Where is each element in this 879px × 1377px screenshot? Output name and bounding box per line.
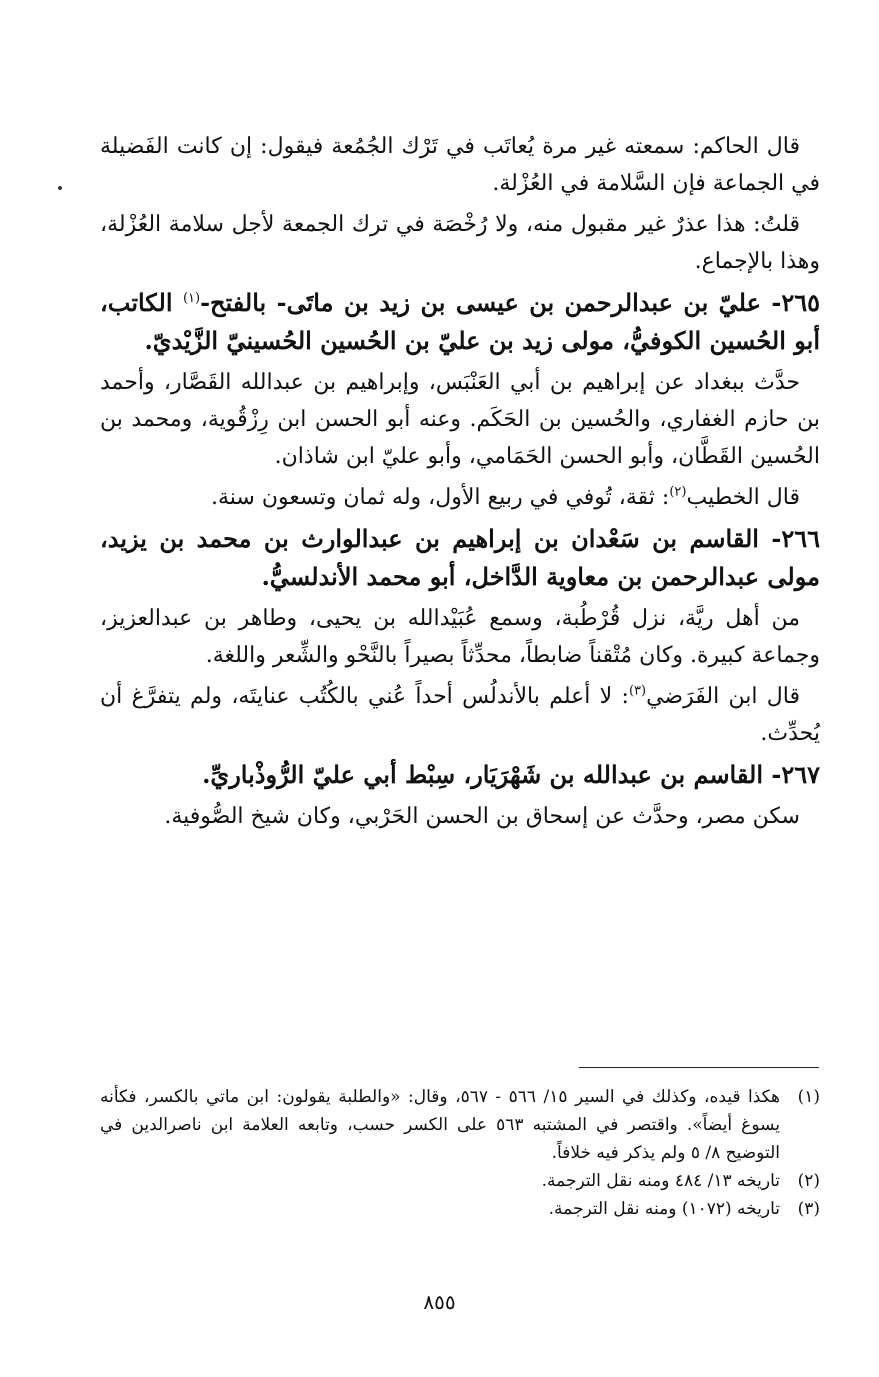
entry-number: ٢٦٦-: [771, 524, 820, 553]
paragraph-biography-266: من أهل ريَّة، نزل قُرْطُبة، وسمع عُبَيْدالله بن يحيى، وطاهر بن عبدالعزيز، وجماعة كبيرة. وكان مُتْقناً ضابطاً، محدِّثاً بصيراً بالنَّحْو والشِّعر واللغة.: [100, 606, 820, 668]
text-part: : لا أعلم بالأندلُس أحداً عُني بالكُتُب عنايتَه، ولم يتفرَّغ أن يُحدِّث.: [100, 684, 820, 746]
text-part: قال ابن الفَرَضي: [646, 684, 801, 709]
footnote-divider: [579, 1067, 819, 1068]
paragraph-faradi-quote: [100, 678, 820, 752]
stray-mark: [58, 186, 62, 190]
text-part: قال الخطيب: [686, 485, 800, 510]
footnote-item: [100, 1083, 820, 1167]
paragraph-hakim-quote: قال الحاكم: سمعته غير مرة يُعاتَب في تَرْك الجُمُعة فيقول: إن كانت الفَضيلة في الجماعة فإن السَّلامة في العُزْلة.: [100, 134, 820, 196]
paragraph-khatib-quote: [100, 479, 820, 516]
entry-name: القاسم بن سَعْدان بن إبراهيم بن عبدالوارث بن محمد بن يزيد، مولى عبدالرحمن بن معاوية الدَّاخل، أبو محمد الأندلسيُّ.: [100, 524, 820, 591]
footnote-item: [100, 1195, 820, 1223]
footnote-ref-3[interactable]: (٣): [628, 683, 647, 699]
text-part: : ثقة، تُوفي في ربيع الأول، وله ثمان وتسعون سنة.: [210, 485, 670, 510]
entry-heading-266: [100, 520, 820, 596]
paragraph-narrators-265: حدَّث ببغداد عن إبراهيم بن أبي العَنْبَس، وإبراهيم بن عبدالله القَصَّار، وأحمد بن حازم الغفاري، والحُسين بن الحَكَم. وعنه أبو الحسن ابن رِزْقُوية، ومحمد بن الحُسين القَطَّان، وأبو الحسن الحَمَامي، وأبو عليّ ابن شاذان.: [100, 370, 820, 469]
page-body: [100, 128, 820, 839]
paragraph-author-comment: قلتُ: هذا عذرٌ غير مقبول منه، ولا رُخْصَة في ترك الجمعة لأجل سلامة العُزْلة، وهذا بالإجماع.: [100, 212, 820, 274]
footnotes: [100, 1083, 820, 1223]
page-number: ٨٥٥: [423, 1290, 456, 1314]
footnote-marker: (١): [797, 1087, 820, 1107]
footnote-marker: (٣): [797, 1199, 820, 1219]
footnote-text: هكذا قيده، وكذلك في السير ١٥/ ٥٦٦ - ٥٦٧، وقال: «والطلبة يقولون: ابن ماتي بالكسر، فكأنه يسوغ أيضاً». واقتصر في المشتبه ٥٦٣ على الكسر حسب، وتابعه العلامة ابن ناصرالدين في التوضيح ٨/ ٥ ولم يذكر فيه خلافاً.: [100, 1087, 780, 1163]
entry-heading-267: [100, 756, 820, 794]
entry-name: القاسم بن عبدالله بن شَهْرَيَار، سِبْط أبي عليّ الرُّوذْباريِّ.: [202, 760, 763, 789]
footnote-ref-2[interactable]: (٢): [669, 484, 687, 500]
footnote-text: تاريخه (١٠٧٢) ومنه نقل الترجمة.: [548, 1199, 780, 1219]
paragraph-biography-267: سكن مصر، وحدَّث عن إسحاق بن الحسن الحَرْبي، وكان شيخ الصُّوفية.: [164, 804, 800, 829]
entry-number: ٢٦٧-: [771, 760, 820, 789]
footnote-ref-1[interactable]: (١): [182, 291, 201, 306]
entry-heading-265: [100, 284, 820, 360]
entry-name-part: الكاتب، أبو الحُسين الكوفيُّ، مولى زيد بن عليّ بن الحُسين الحُسينيّ الزَّيْديّ.: [100, 288, 820, 355]
footnote-text: تاريخه ١٣/ ٤٨٤ ومنه نقل الترجمة.: [541, 1171, 780, 1191]
entry-number: ٢٦٥-: [771, 288, 820, 317]
footnote-item: [100, 1167, 820, 1195]
footnote-marker: (٢): [797, 1171, 820, 1191]
entry-name-part: عليّ بن عبدالرحمن بن عيسى بن زيد بن ماتَى- بالفتح-: [200, 288, 761, 317]
